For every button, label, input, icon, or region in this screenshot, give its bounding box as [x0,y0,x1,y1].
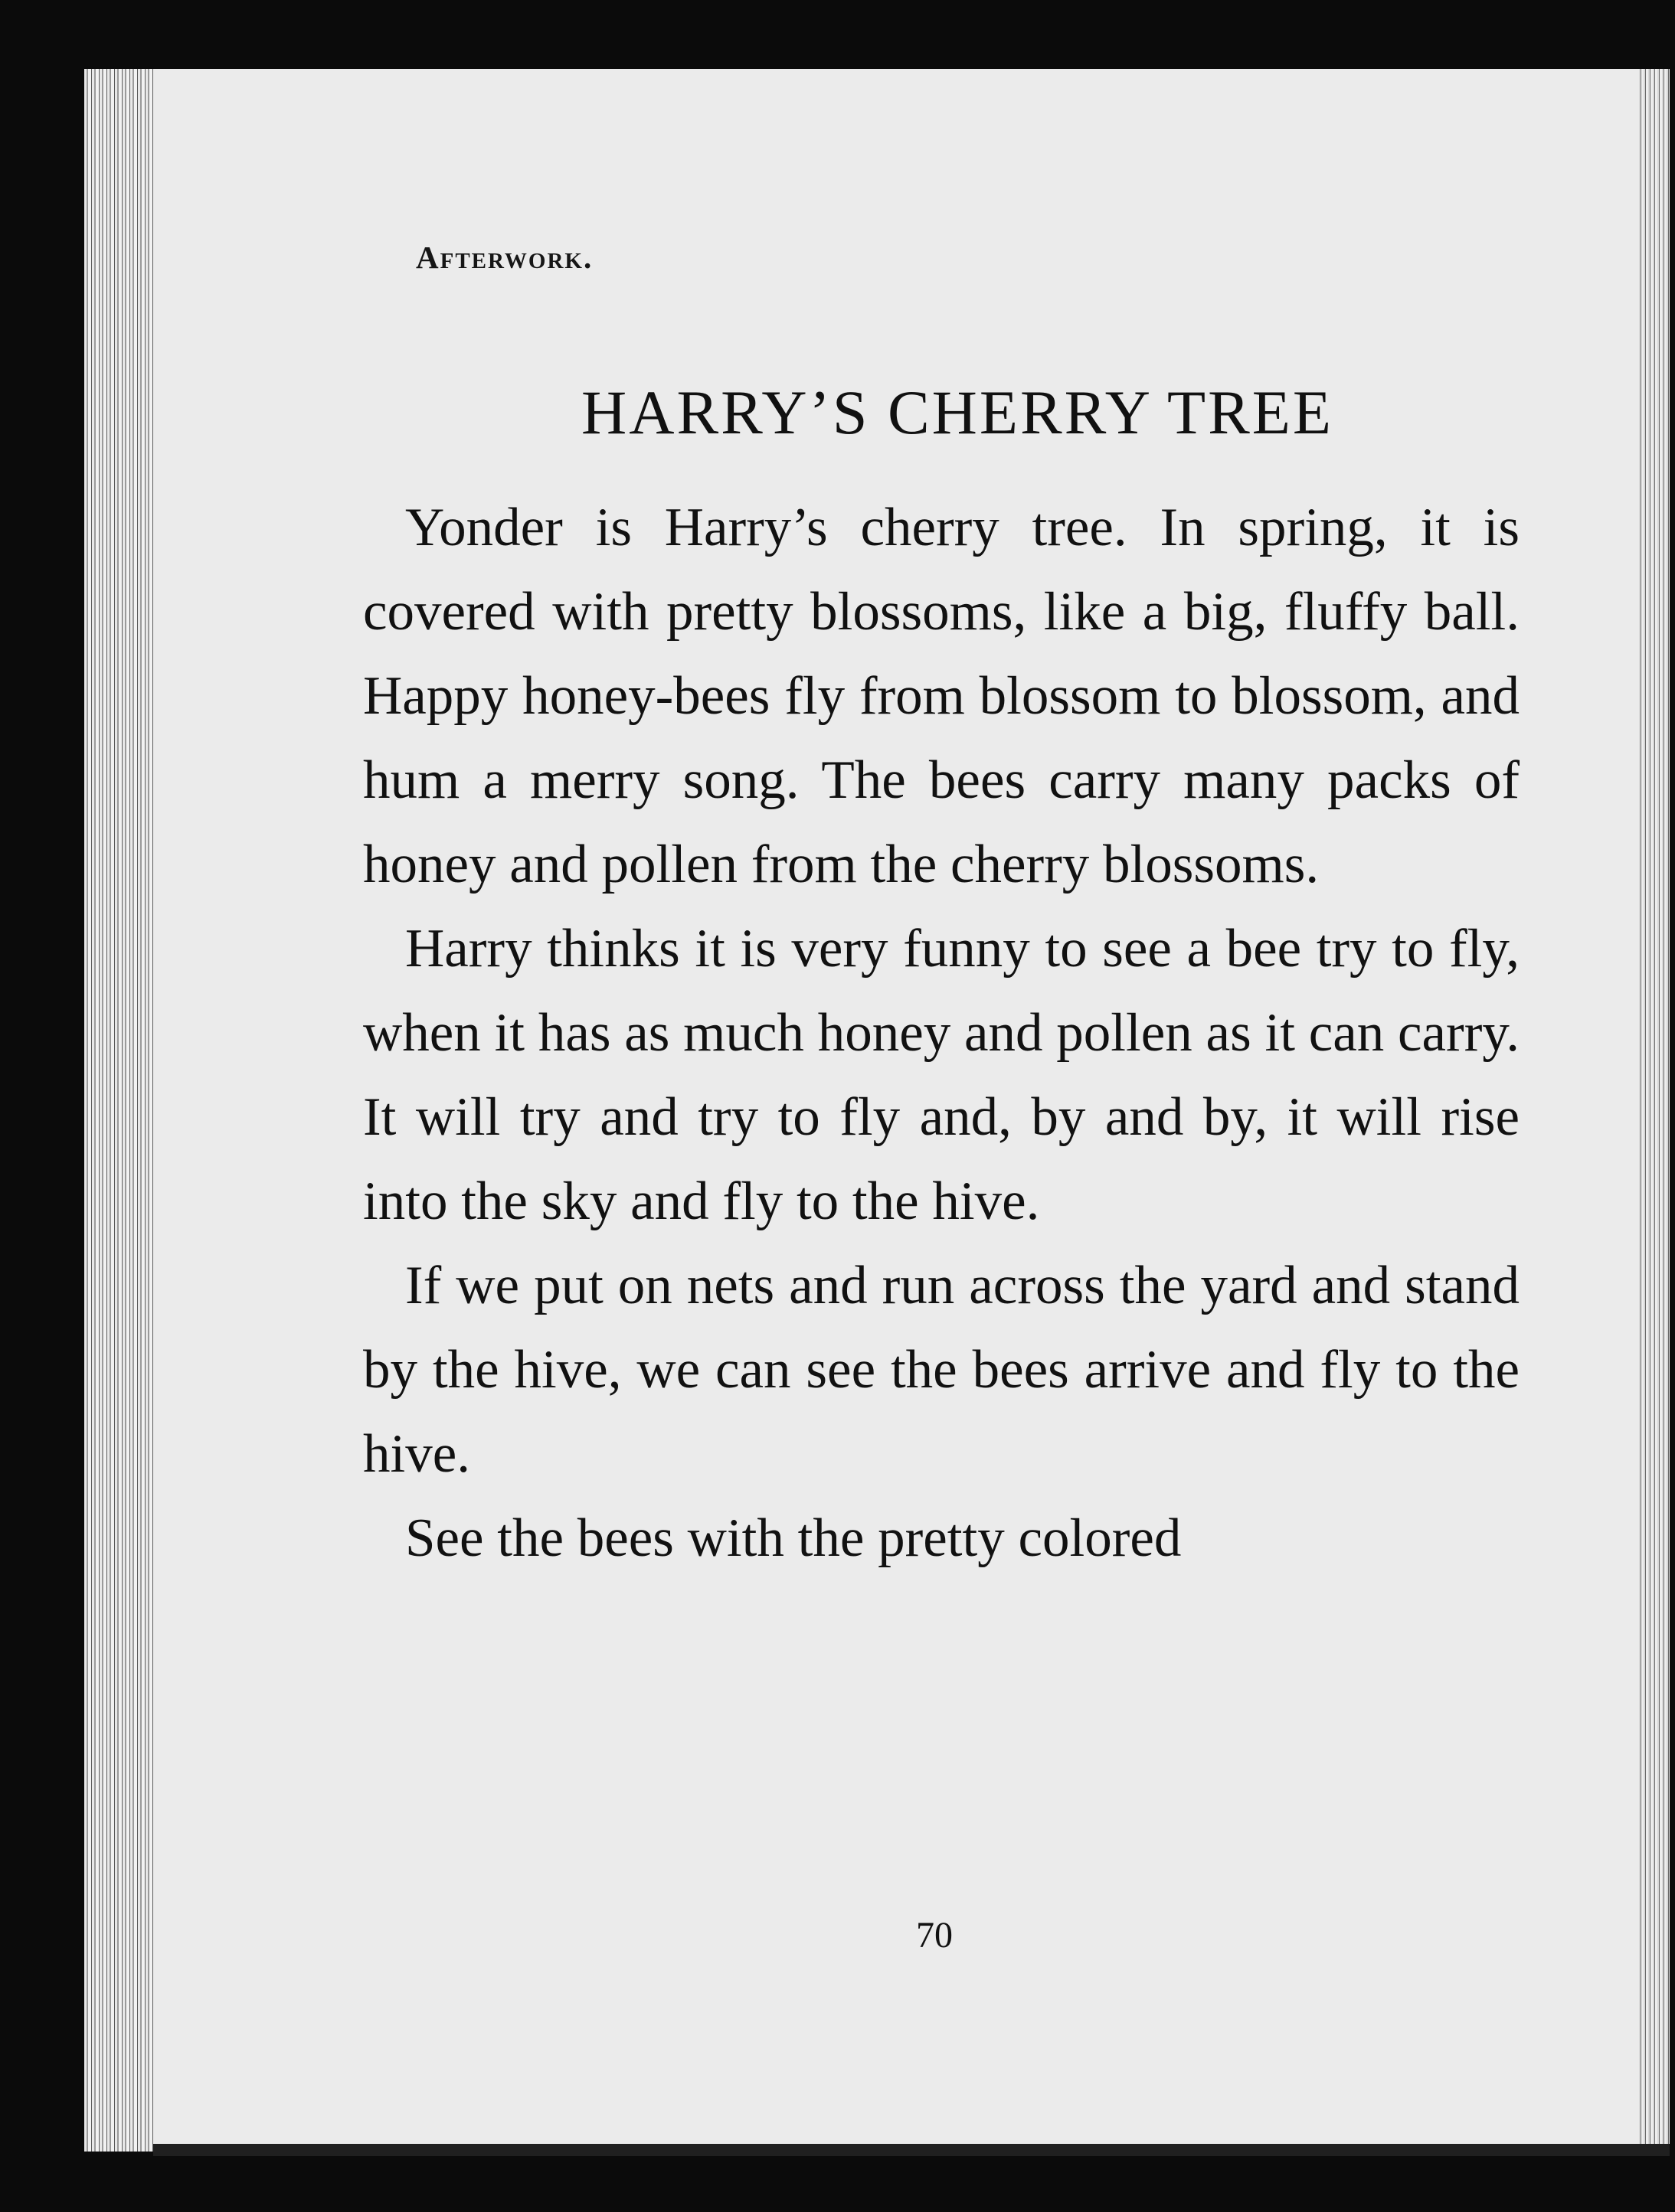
chapter-title: HARRY’S CHERRY TREE [581,377,1333,447]
bottom-page-edge [153,2144,1670,2156]
paragraph: Yonder is Harry’s cherry tree. In spring, it is covered with pretty blossoms, like a big, fluffy ball. Happy honey-bees fly from blossom to blossom, and hum a merry song. The bees carry many packs of honey and pollen from the cherry blossoms. [363,498,1520,894]
paragraph: See the bees with the pretty colored [405,1508,1182,1568]
right-page-edge [1639,69,1670,2155]
page-number: 70 [916,1915,953,1956]
paragraph: Harry thinks it is very funny to see a bee try to fly, when it has as much honey and pollen as it can carry. It will try and try to fly and, by and by, it will rise into the sky and fly to the hive. [363,919,1520,1231]
running-head: Afterwork. [416,240,594,275]
body-text [363,485,1520,1580]
paragraph: If we put on nets and run across the yard and stand by the hive, we can see the bees arrive and fly to the hive. [363,1256,1520,1484]
